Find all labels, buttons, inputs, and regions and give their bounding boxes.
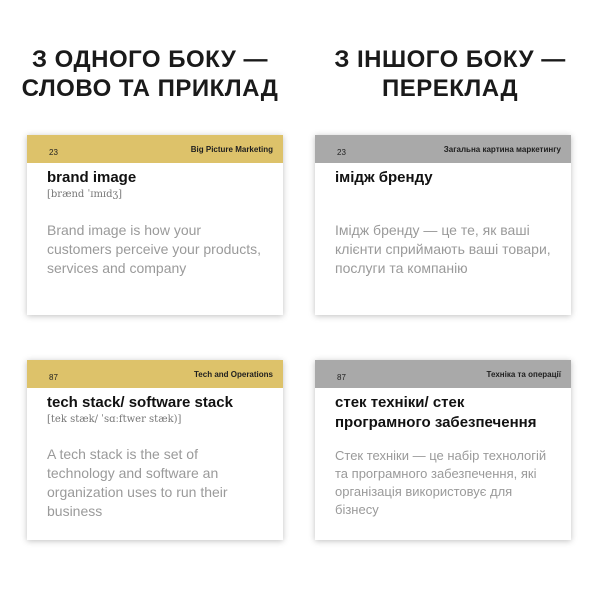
card-header: [315, 360, 571, 388]
card-term: brand image: [47, 169, 137, 186]
deck-name: Big Picture Marketing: [190, 144, 273, 154]
flashcard-tech-stack-front: [27, 360, 283, 540]
flashcard-tech-stack-back: [315, 360, 571, 540]
back-side-heading: [300, 45, 600, 103]
front-side-heading-line-2: СЛОВО ТА ПРИКЛАД: [21, 75, 279, 102]
card-number: 23: [49, 147, 58, 157]
card-term: стек техніки/ стек програмного забезпечення: [335, 394, 537, 431]
card-header: [27, 360, 283, 388]
card-term: tech stack/ software stack: [47, 394, 233, 411]
back-side-heading-line-2: ПЕРЕКЛАД: [381, 75, 519, 102]
back-side-heading-line-1: З ІНШОГО БОКУ —: [334, 46, 566, 73]
card-definition: Стек техніки — це набір технологій та програмного забезпечення, які організація використовує для бізнесу: [335, 448, 547, 517]
flashcard-brand-image-front: [27, 135, 283, 315]
card-transcription: [brænd ˈɪmɪdʒ]: [47, 189, 123, 200]
card-definition: A tech stack is the set of technology and software an organization uses to run their business: [47, 446, 228, 519]
front-side-heading-line-1: З ОДНОГО БОКУ —: [31, 46, 269, 73]
deck-name: Техніка та операції: [486, 369, 561, 379]
card-transcription: [tek stæk/ ˈsɑːftwer stæk)]: [47, 414, 182, 425]
card-definition: Імідж бренду — це те, як ваші клієнти сприймають ваші товари, послуги та компанію: [335, 222, 551, 276]
card-number: 87: [337, 372, 346, 382]
deck-name: Загальна картина маркетингу: [443, 144, 561, 154]
card-term: імідж бренду: [335, 169, 433, 186]
flashcard-brand-image-back: [315, 135, 571, 315]
deck-name: Tech and Operations: [194, 369, 273, 379]
front-side-heading: [0, 45, 300, 103]
card-number: 23: [337, 147, 346, 157]
card-header: [315, 135, 571, 163]
card-header: [27, 135, 283, 163]
card-definition: Brand image is how your customers perceive your products, services and company: [47, 222, 261, 276]
card-number: 87: [49, 372, 58, 382]
